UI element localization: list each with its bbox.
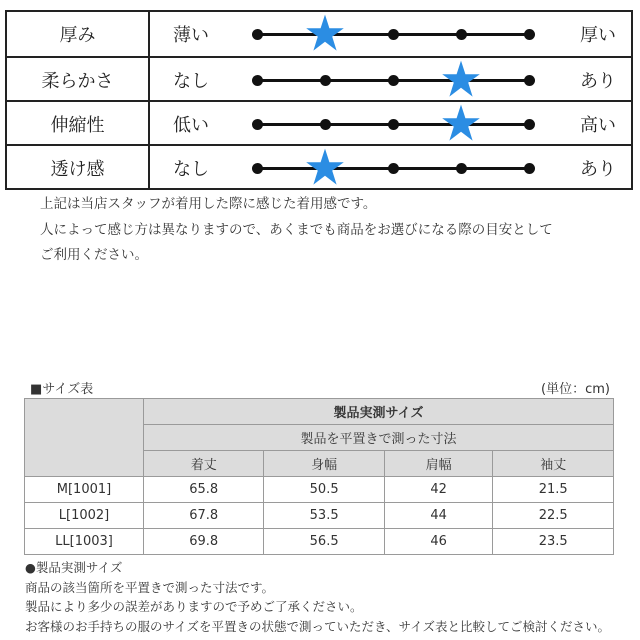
scale-dot	[456, 29, 467, 40]
scale-dot	[456, 163, 467, 174]
size-note-heading: ●製品実測サイズ	[25, 560, 123, 575]
row-label: M[1001]	[25, 477, 144, 503]
table-cell: 65.8	[144, 477, 264, 503]
feel-row-label: 柔らかさ	[7, 58, 150, 102]
table-row	[25, 529, 614, 555]
size-note-line: 商品の該当箇所を平置きで測った寸法です。	[25, 579, 275, 595]
feel-row-label: 伸縮性	[7, 102, 150, 146]
scale-dot	[252, 119, 263, 130]
table-cell: 46	[384, 529, 493, 555]
feel-row-stretch	[7, 100, 631, 146]
scale-dot	[524, 119, 535, 130]
scale-dot	[320, 119, 331, 130]
table-cell: 50.5	[264, 477, 384, 503]
column-header: 着丈	[144, 451, 264, 477]
feel-high-label: 高い	[580, 115, 616, 136]
scale-dot	[252, 29, 263, 40]
feel-low-label: なし	[173, 71, 209, 92]
size-notes	[25, 558, 610, 636]
table-row	[25, 503, 614, 529]
scale-dot	[252, 163, 263, 174]
table-row	[25, 477, 614, 503]
size-table-unit: (単位：cm)	[541, 382, 610, 397]
row-label: L[1002]	[25, 503, 144, 529]
rating-star-icon	[305, 13, 345, 53]
scale-dot	[320, 75, 331, 86]
feel-low-label: 低い	[173, 115, 209, 136]
feel-row-sheerness	[7, 144, 631, 190]
column-header: 袖丈	[493, 451, 614, 477]
table-cell: 23.5	[493, 529, 614, 555]
feel-note-line: ご利用ください。	[40, 247, 148, 263]
scale-dot	[524, 29, 535, 40]
feel-note-line: 人によって感じ方は異なりますので、あくまでも商品をお選びになる際の目安として	[40, 221, 553, 238]
feel-row-thickness	[7, 12, 631, 56]
table-cell: 21.5	[493, 477, 614, 503]
scale-dot	[388, 75, 399, 86]
column-header: 肩幅	[384, 451, 493, 477]
feel-table	[5, 10, 633, 190]
scale-dot	[524, 75, 535, 86]
size-table	[24, 398, 614, 555]
feel-high-label: あり	[580, 71, 616, 92]
feel-high-label: あり	[580, 159, 616, 180]
scale-dot	[252, 75, 263, 86]
feel-scale	[245, 58, 545, 102]
feel-row-label: 厚み	[7, 12, 150, 56]
table-cell: 44	[384, 503, 493, 529]
rating-star-icon	[441, 103, 481, 143]
size-table-corner	[25, 399, 144, 477]
feel-scale	[245, 102, 545, 146]
feel-row-softness	[7, 56, 631, 102]
feel-high-label: 厚い	[580, 25, 616, 46]
feel-scale	[245, 12, 545, 56]
size-table-header-main: 製品実測サイズ	[144, 399, 614, 425]
row-label: LL[1003]	[25, 529, 144, 555]
table-cell: 22.5	[493, 503, 614, 529]
feel-row-label: 透け感	[7, 146, 150, 190]
size-table-header-sub: 製品を平置きで測った寸法	[144, 425, 614, 451]
scale-dot	[388, 119, 399, 130]
feel-note	[40, 192, 553, 269]
table-cell: 69.8	[144, 529, 264, 555]
table-cell: 42	[384, 477, 493, 503]
column-header: 身幅	[264, 451, 384, 477]
table-cell: 56.5	[264, 529, 384, 555]
scale-dot	[388, 163, 399, 174]
feel-low-label: 薄い	[173, 25, 209, 46]
feel-low-label: なし	[173, 159, 209, 180]
rating-star-icon	[305, 147, 345, 187]
size-note-line: お客様のお手持ちの服のサイズを平置きの状態で測っていただき、サイズ表と比較してご検討ください。	[25, 618, 611, 634]
feel-note-line: 上記は当店スタッフが着用した際に感じた着用感です。	[40, 196, 377, 212]
scale-dot	[388, 29, 399, 40]
feel-scale	[245, 146, 545, 190]
size-note-line: 製品により多少の誤差がありますので予めご了承ください。	[25, 599, 363, 614]
size-table-title: ■サイズ表	[30, 382, 94, 397]
rating-star-icon	[441, 59, 481, 99]
scale-dot	[524, 163, 535, 174]
table-cell: 53.5	[264, 503, 384, 529]
table-cell: 67.8	[144, 503, 264, 529]
